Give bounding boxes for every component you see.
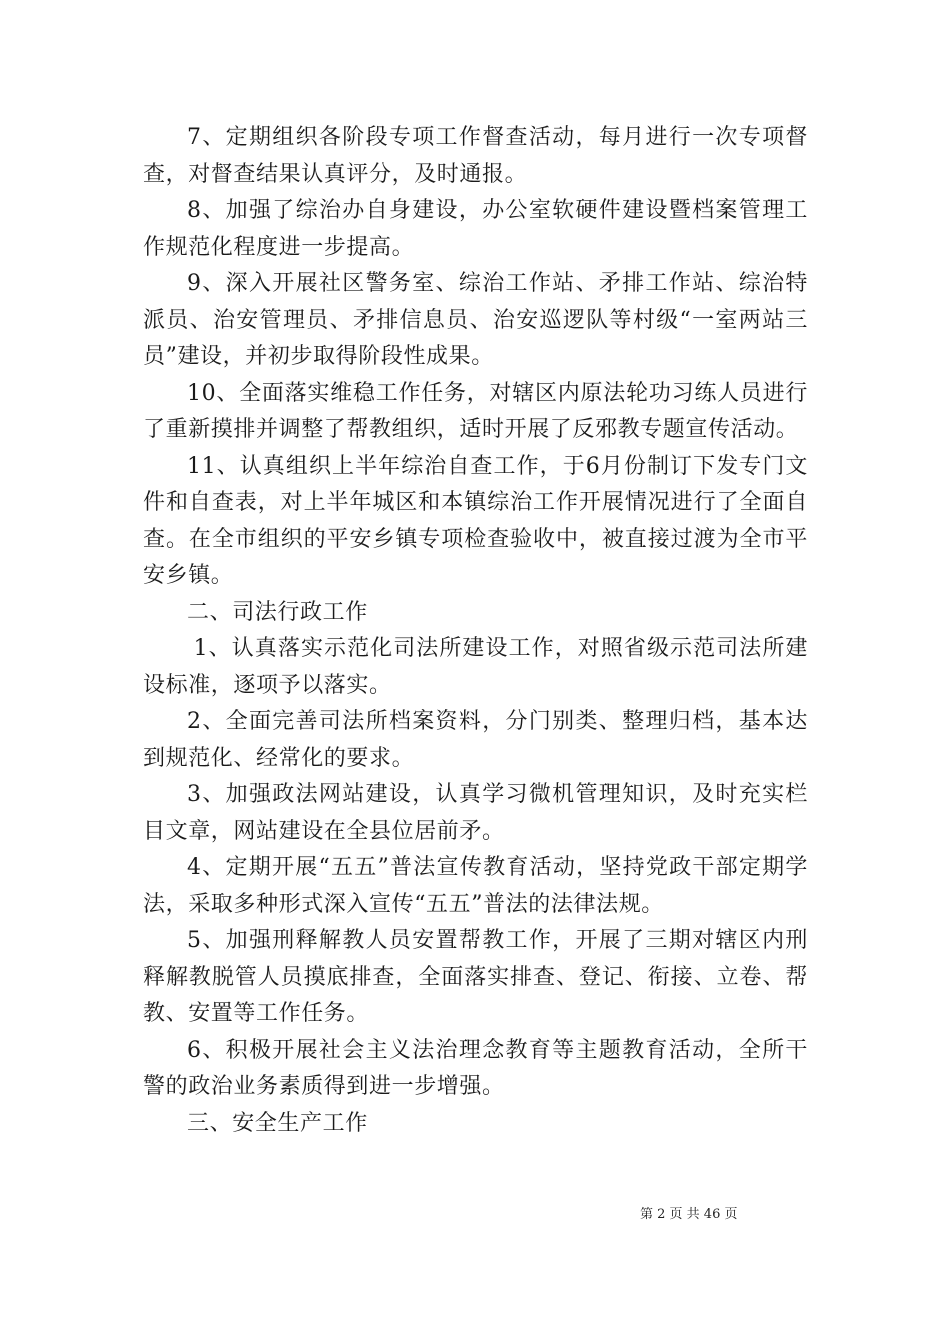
section-heading-safety: 三、安全生产工作: [187, 1110, 368, 1136]
section-heading-judicial: 二、司法行政工作: [187, 599, 368, 625]
document-body: [143, 120, 808, 1142]
page-number: 第 2 页 共 46 页: [640, 1207, 738, 1222]
paragraph-item-11: 11、认真组织上半年综治自查工作，于6月份制订下发专门文件和自查表，对上半年城区和本镇综治工作开展情况进行了全面自查。在全市组织的平安乡镇专项检查验收中，被直接过渡为全市平安乡镇。: [143, 453, 808, 588]
paragraph-item-9: 9、深入开展社区警务室、综治工作站、矛排工作站、综治特派员、治安管理员、矛排信息员、治安巡逻队等村级“一室两站三员”建设，并初步取得阶段性成果。: [143, 271, 808, 369]
paragraph-judicial-1: 1、认真落实示范化司法所建设工作，对照省级示范司法所建设标准，逐项予以落实。: [143, 636, 808, 698]
paragraph-item-7: 7、定期组织各阶段专项工作督查活动，每月进行一次专项督查，对督查结果认真评分，及时通报。: [143, 125, 808, 187]
paragraph-item-8: 8、加强了综治办自身建设，办公室软硬件建设暨档案管理工作规范化程度进一步提高。: [143, 198, 808, 260]
paragraph-judicial-5: 5、加强刑释解教人员安置帮教工作，开展了三期对辖区内刑释解教脱管人员摸底排查，全面落实排查、登记、衔接、立卷、帮教、安置等工作任务。: [143, 928, 808, 1026]
paragraph-judicial-3: 3、加强政法网站建设，认真学习微机管理知识，及时充实栏目文章，网站建设在全县位居前矛。: [143, 782, 808, 844]
paragraph-judicial-6: 6、积极开展社会主义法治理念教育等主题教育活动，全所干警的政治业务素质得到进一步增强。: [143, 1037, 808, 1099]
paragraph-judicial-2: 2、全面完善司法所档案资料，分门别类、整理归档，基本达到规范化、经常化的要求。: [143, 709, 808, 771]
paragraph-judicial-4: 4、定期开展“五五”普法宣传教育活动，坚持党政干部定期学法，采取多种形式深入宣传“五五”普法的法律法规。: [143, 855, 808, 917]
paragraph-item-10: 10、全面落实维稳工作任务，对辖区内原法轮功习练人员进行了重新摸排并调整了帮教组织，适时开展了反邪教专题宣传活动。: [143, 380, 808, 442]
